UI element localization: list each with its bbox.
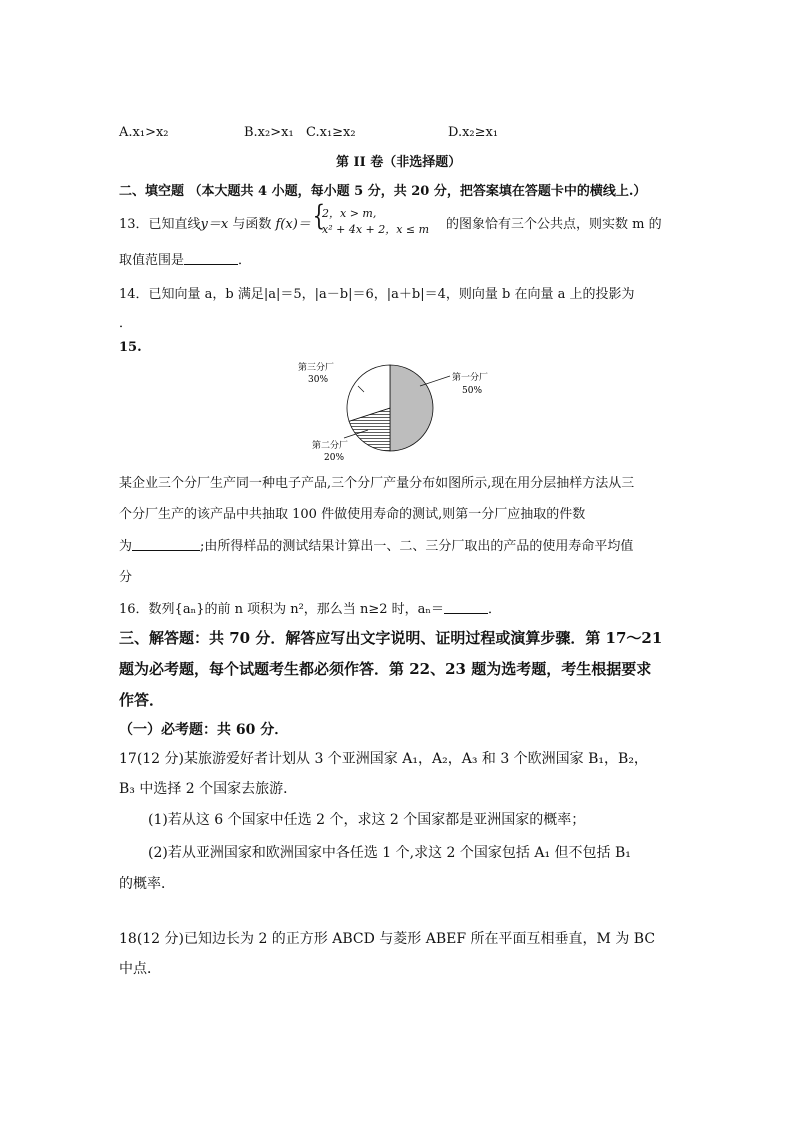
q16-end: ． [488, 602, 502, 617]
label-plant2-name: 第二分厂 [312, 441, 349, 451]
q13-eq: y＝x [200, 217, 229, 232]
q16-text: 16．数列{aₙ}的前 n 项积为 n²，那么当 n≥2 时，aₙ＝ [119, 602, 444, 617]
option-b: B.x₂>x₁ [244, 125, 294, 140]
label-plant3-pct: 30% [308, 375, 329, 385]
q15-number: 15. [119, 340, 142, 355]
q15-line4: 分 [119, 570, 133, 585]
q18-line2: 中点． [119, 961, 161, 977]
q14-line2: ． [119, 316, 133, 331]
answer-blank [184, 252, 238, 265]
pie-slice-1 [390, 365, 433, 451]
section3-line3: 作答． [119, 691, 165, 709]
section3-line1: 三、解答题：共 70 分．解答应写出文字说明、证明过程或演算步骤．第 17～21 [119, 629, 663, 647]
label-plant3-name: 第三分厂 [298, 363, 335, 373]
q13-line2 [119, 249, 251, 268]
label-plant1-name: 第一分厂 [452, 373, 489, 383]
q17-line2: B₃ 中选择 2 个国家去旅游． [119, 781, 298, 797]
label-plant1-pct: 50% [462, 386, 483, 396]
section3-line2: 题为必考题，每个试题考生都必须作答．第 22、23 题为选考题，考生根据要求 [119, 660, 652, 678]
option-a: A.x₁>x₂ [119, 125, 169, 140]
q13-mid: 与函数 [228, 217, 276, 232]
q16-line [119, 598, 501, 617]
pie-chart [290, 356, 510, 466]
section2-heading: 二、填空题 （本大题共 4 小题，每小题 5 分，共 20 分，把答案填在答题卡中的横线上.） [119, 184, 647, 199]
q18-line1: 18(12 分)已知边长为 2 的正方形 ABCD 与菱形 ABEF 所在平面互相垂直，M 为 BC [119, 931, 656, 947]
q17-sub2: (2)若从亚洲国家和欧洲国家中各任选 1 个,求这 2 个国家包括 A₁ 但不包括 B₁ [148, 845, 631, 861]
q15-line1: 某企业三个分厂生产同一种电子产品,三个分厂产量分布如图所示,现在用分层抽样方法从三 [119, 476, 635, 491]
q13-end: ． [238, 253, 252, 268]
label-plant2-pct: 20% [324, 453, 345, 463]
q13-case1: 2，x > m, [322, 207, 377, 220]
q13-fx: f(x)＝ [275, 217, 311, 232]
q13-lead: 13．已知直线 [119, 217, 201, 232]
answer-blank [132, 538, 200, 551]
q13-line1 [119, 213, 311, 232]
answer-blank [444, 601, 488, 614]
q13-piecewise [312, 199, 447, 237]
pie-chart-svg [290, 356, 510, 466]
pie-slices [347, 365, 433, 451]
q14-line1: 14．已知向量 a，b 满足|a|＝5，|a－b|＝6，|a＋b|＝4，则向量 b 在向量 a 上的投影为 [119, 287, 635, 302]
option-c: C.x₁≥x₂ [306, 125, 356, 140]
q13-case2: x² + 4x + 2，x ≤ m [322, 223, 430, 236]
q15-line2: 个分厂生产的该产品中共抽取 100 件做使用寿命的测试,则第一分厂应抽取的件数 [119, 507, 586, 522]
q13-line2-text: 取值范围是 [119, 253, 185, 268]
part2-title: 第 II 卷（非选择题） [336, 155, 462, 170]
q15-line3-lead: 为 [119, 539, 133, 554]
q17-sub1: (1)若从这 6 个国家中任选 2 个，求这 2 个国家都是亚洲国家的概率； [148, 812, 586, 828]
brace-icon: { [312, 199, 326, 232]
q13-tail: 的图象恰有三个公共点，则实数 m 的 [446, 217, 662, 232]
q15-line3-tail: ;由所得样品的测试结果计算出一、二、三分厂取出的产品的使用寿命平均值 [200, 539, 634, 554]
q15-line3 [119, 535, 633, 554]
section3-required: （一）必考题：共 60 分． [119, 722, 289, 738]
q17-line1: 17(12 分)某旅游爱好者计划从 3 个亚洲国家 A₁，A₂，A₃ 和 3 个欧洲国家 B₁，B₂， [119, 751, 648, 767]
q17-sub2-end: 的概率． [119, 876, 175, 892]
option-d: D.x₂≥x₁ [448, 125, 499, 140]
